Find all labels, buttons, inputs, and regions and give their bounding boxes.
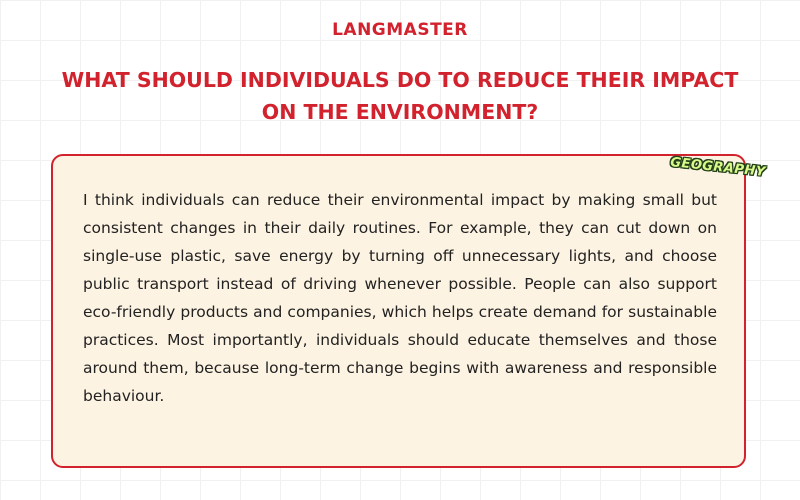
question-title: WHAT SHOULD INDIVIDUALS DO TO REDUCE THEIR IMPACT ON THE ENVIRONMENT? bbox=[61, 68, 739, 124]
answer-text: I think individuals can reduce their environmental impact by making small but consistent changes in their daily routines. For example, they can cut down on single-use plastic, save energy by turning off unnecessary lights, and choose public transport instead of driving whenever possible. People can also support eco-friendly products and companies, which helps create demand for sustainable practices. Most importantly, individuals should educate themselves and those around them, because long-term change begins with awareness and responsible behaviour. bbox=[83, 191, 717, 405]
brand-logo: LANGMASTER bbox=[332, 20, 468, 40]
geography-badge: GEOGRAPHY bbox=[669, 154, 767, 180]
